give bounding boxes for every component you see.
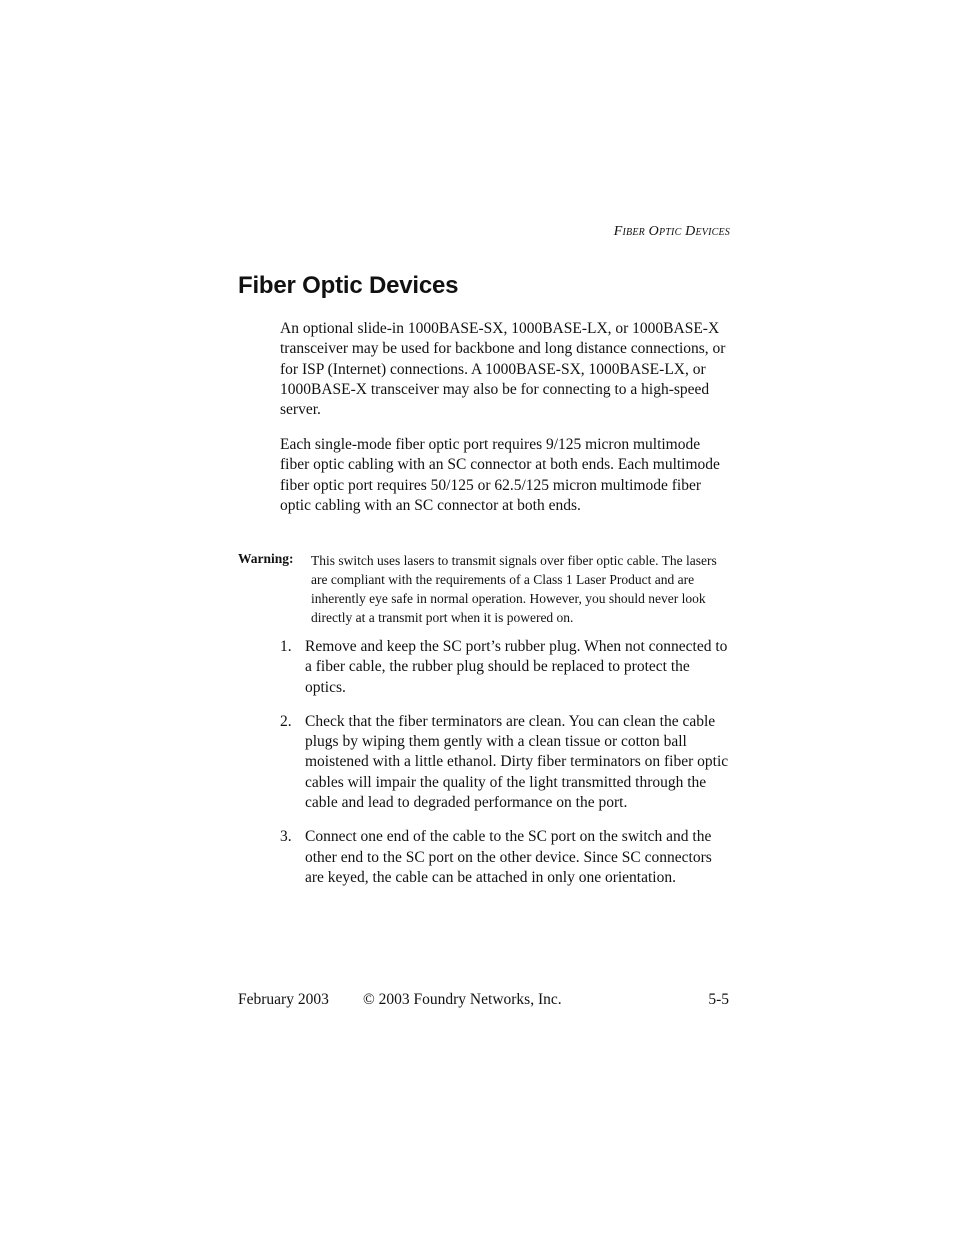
page-number: 5-5: [708, 991, 729, 1008]
step-number: 1.: [280, 638, 292, 655]
warning-text: This switch uses lasers to transmit signals over fiber optic cable. The lasers are compliant with the requirements of a Class 1 Laser Product and are inherently eye safe in normal operation. However, you should never look directly at a transmit port when it is powered on.: [311, 553, 717, 625]
step-number: 3.: [280, 828, 292, 846]
step-text: Remove and keep the SC port’s rubber plug. When not connected to a fiber cable, the rubber plug should be replaced to protect the optics.: [305, 638, 728, 696]
list-item: [280, 712, 732, 813]
footer-date: February 2003: [238, 991, 329, 1008]
running-header: Fiber Optic Devices: [613, 224, 730, 239]
page-title: Fiber Optic Devices: [238, 272, 459, 299]
intro-paragraph: An optional slide-in 1000BASE-SX, 1000BASE-LX, or 1000BASE-X transceiver may be used for backbone and long distance connections, or for ISP (Internet) connections. A 1000BASE-SX, 1000BASE-LX, or 1000BASE-X transceiver may also be for connecting to a high-speed server.: [280, 320, 726, 419]
footer-copyright: © 2003 Foundry Networks, Inc.: [363, 991, 562, 1008]
list-item: [280, 637, 732, 698]
step-number: 2.: [280, 712, 292, 730]
cabling-paragraph: Each single-mode fiber optic port requires 9/125 micron multimode fiber optic cabling with an SC connector at both ends. Each multimode fiber optic port requires 50/125 or 62.5/125 micron multimode fiber optic cabling with an SC connector at both ends.: [280, 436, 720, 514]
step-text: Check that the fiber terminators are clean. You can clean the cable plugs by wiping them gently with a clean tissue or cotton ball moistened with a little ethanol. Dirty fiber terminators on fiber optic cables will impair the quality of the light transmitted through the cable and lead to degraded performance on the port.: [305, 712, 729, 812]
list-item: [280, 827, 732, 888]
warning-label: Warning:: [238, 551, 294, 566]
step-text: Connect one end of the cable to the SC port on the switch and the other end to the SC port on the other device. Since SC connectors are keyed, the cable can be attached in only one orientation.: [305, 828, 712, 886]
steps-list: [280, 637, 732, 902]
